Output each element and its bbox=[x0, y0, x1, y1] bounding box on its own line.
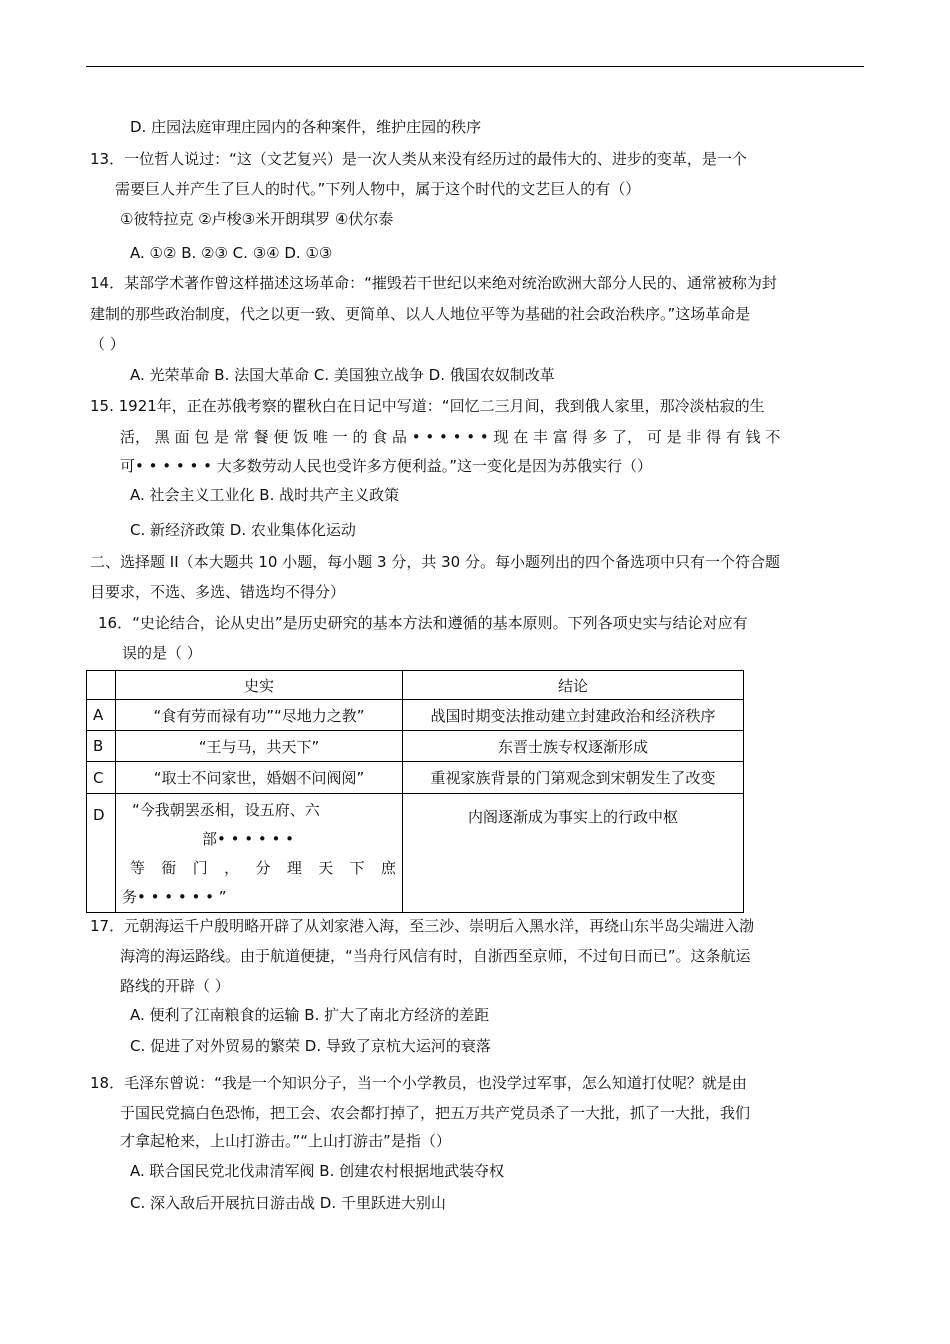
q17-stem-line-2: 海湾的海运路线。由于航道便捷，“当舟行风信有时，自浙西至京师，不过旬日而已”。这条航运 bbox=[120, 947, 751, 965]
row-fact: “取士不问家世，婚姻不问阀阅” bbox=[116, 762, 403, 794]
q16-table bbox=[86, 670, 744, 913]
q15-stem-line-2: 活， 黑 面 包 是 常 餐 便 饭 唯 一 的 食 品 • • • • • • 现 在 丰 富 得 多 了， 可 是 非 得 有 钱 不 bbox=[120, 428, 781, 446]
q16-stem-line-2: 误的是（ ） bbox=[122, 644, 202, 662]
table-row bbox=[87, 731, 744, 762]
row-label: A bbox=[87, 700, 116, 731]
q13-options: A. ①② B. ②③ C. ③④ D. ①③ bbox=[130, 244, 333, 262]
row-fact-line-2: 部• • • • • • bbox=[202, 830, 294, 848]
row-fact: “食有劳而禄有功”“尽地力之教” bbox=[116, 700, 403, 731]
header-rule bbox=[86, 66, 864, 67]
q13-stem-line-1: 13．一位哲人说过：“这（文艺复兴）是一次人类从来没有经历过的最伟大的、进步的变革，是一个 bbox=[90, 150, 747, 168]
q17-options-line-2: C. 促进了对外贸易的繁荣 D. 导致了京杭大运河的衰落 bbox=[130, 1037, 491, 1055]
q16-stem-line-1: 16．“史论结合，论从史出”是历史研究的基本方法和遵循的基本原则。下列各项史实与结论对应有 bbox=[98, 614, 748, 632]
row-conclusion: 内阁逐渐成为事实上的行政中枢 bbox=[403, 794, 744, 913]
row-conclusion: 东晋士族专权逐渐形成 bbox=[403, 731, 744, 762]
q15-options-line-2: C. 新经济政策 D. 农业集体化运动 bbox=[130, 521, 356, 539]
table-header-conclusion: 结论 bbox=[403, 671, 744, 700]
q17-stem-line-3: 路线的开辟（ ） bbox=[120, 977, 230, 995]
q18-stem-line-2: 于国民党搞白色恐怖，把工会、农会都打掉了，把五万共产党员杀了一大批，抓了一大批，我们 bbox=[120, 1104, 751, 1122]
q18-stem-line-3: 才拿起枪来，上山打游击。”“上山打游击”是指（） bbox=[120, 1132, 451, 1150]
section-2-heading-line-2: 目要求，不选、多选、错选均不得分） bbox=[90, 583, 346, 601]
row-conclusion: 重视家族背景的门第观念到宋朝发生了改变 bbox=[403, 762, 744, 794]
q15-stem-line-3: 可• • • • • • 大多数劳动人民也受许多方便利益。”这一变化是因为苏俄实行（） bbox=[120, 457, 652, 475]
q18-options-line-1: A. 联合国民党北伐肃清军阀 B. 创建农村根据地武装夺权 bbox=[130, 1162, 505, 1180]
row-fact: “王与马，共天下” bbox=[116, 731, 403, 762]
q14-stem-line-2: 建制的那些政治制度，代之以更一致、更简单、以人人地位平等为基础的社会政治秩序。”这场革命是 bbox=[90, 305, 751, 323]
section-2-heading-line-1: 二、选择题 II（本大题共 10 小题，每小题 3 分，共 30 分。每小题列出的四个备选项中只有一个符合题 bbox=[90, 553, 780, 571]
row-fact-line-1: “今我朝罢丞相，设五府、六 bbox=[132, 801, 320, 819]
q13-items: ①彼特拉克 ②卢梭③米开朗琪罗 ④伏尔泰 bbox=[120, 210, 394, 228]
row-fact-line-4: 务• • • • • • ” bbox=[122, 888, 227, 906]
table-header-fact: 史实 bbox=[116, 671, 403, 700]
q12-option-d: D. 庄园法庭审理庄园内的各种案件，维护庄园的秩序 bbox=[130, 118, 482, 136]
row-label: C bbox=[87, 762, 116, 794]
table-row bbox=[87, 762, 744, 794]
q15-stem-line-1: 15. 1921年，正在苏俄考察的瞿秋白在日记中写道：“回忆二三月间，我到俄人家里，那冷淡枯寂的生 bbox=[90, 397, 765, 415]
row-fact-line-3: 等 衙 门 ， 分 理 天 下 庶 bbox=[130, 859, 396, 877]
row-conclusion: 战国时期变法推动建立封建政治和经济秩序 bbox=[403, 700, 744, 731]
table-header-label bbox=[87, 671, 116, 700]
table-row bbox=[87, 700, 744, 731]
q17-options-line-1: A. 便利了江南粮食的运输 B. 扩大了南北方经济的差距 bbox=[130, 1006, 490, 1024]
q17-stem-line-1: 17．元朝海运千户殷明略开辟了从刘家港入海，至三沙、崇明后入黑水洋，再绕山东半岛尖端进入渤 bbox=[90, 917, 755, 935]
table-row bbox=[87, 794, 744, 913]
q14-stem-line-1: 14．某部学术著作曾这样描述这场革命：“摧毁若干世纪以来绝对统治欧洲大部分人民的、通常被称为封 bbox=[90, 274, 777, 292]
row-fact bbox=[116, 794, 403, 913]
q13-stem-line-2: 需要巨人并产生了巨人的时代。”下列人物中，属于这个时代的文艺巨人的有（） bbox=[115, 180, 641, 198]
q18-options-line-2: C. 深入敌后开展抗日游击战 D. 千里跃进大别山 bbox=[130, 1194, 446, 1212]
row-label: B bbox=[87, 731, 116, 762]
q18-stem-line-1: 18．毛泽东曾说：“我是一个知识分子，当一个小学教员，也没学过军事，怎么知道打仗呢？就是由 bbox=[90, 1074, 747, 1092]
q14-options: A. 光荣革命 B. 法国大革命 C. 美国独立战争 D. 俄国农奴制改革 bbox=[130, 366, 555, 384]
q14-stem-line-3: （ ） bbox=[90, 335, 125, 353]
q15-options-line-1: A. 社会主义工业化 B. 战时共产主义政策 bbox=[130, 486, 400, 504]
row-label: D bbox=[87, 794, 116, 913]
table-header-row bbox=[87, 671, 744, 700]
